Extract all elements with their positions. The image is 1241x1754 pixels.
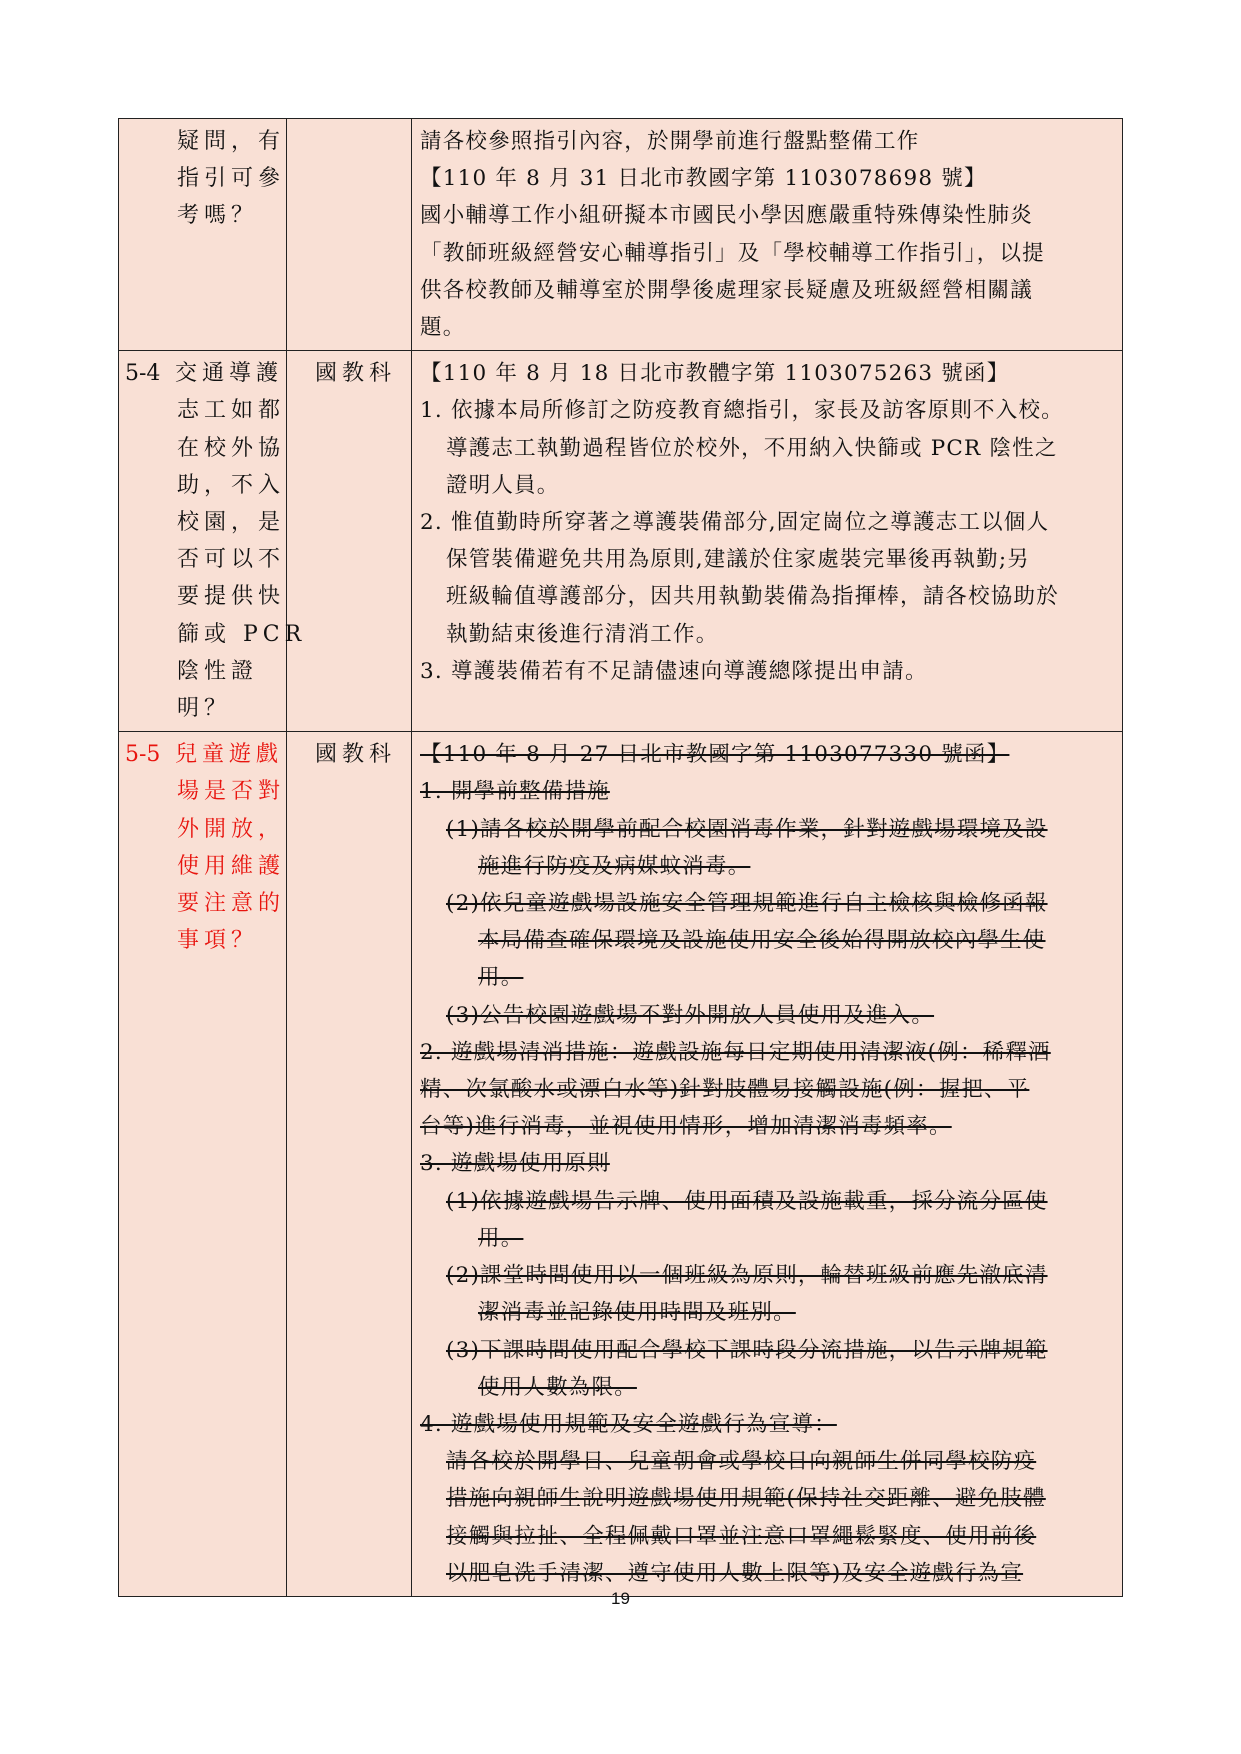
question-line: 使用維護 xyxy=(177,853,286,879)
department-cell xyxy=(287,119,412,351)
struck-answer-line: (3)公告校園遊戲場不對外開放人員使用及進入。 xyxy=(446,1002,935,1028)
answer-line: 1. 依據本局所修訂之防疫教育總指引，家長及訪客原則不入校。 xyxy=(420,398,1064,424)
department xyxy=(287,119,411,127)
question-line: 否可以不 xyxy=(177,547,286,573)
question-line: 在校外協 xyxy=(177,435,286,461)
struck-answer-line: 1. 開學前整備措施 xyxy=(420,779,610,805)
question-line: 校園，是 xyxy=(177,510,286,536)
answer-line: 供各校教師及輔導室於開學後處理家長疑慮及班級經營相關議 xyxy=(420,277,1033,303)
struck-answer-line: 請各校於開學日、兒童朝會或學校日向親師生併同學校防疫 xyxy=(446,1449,1037,1475)
question-number: 5-5 xyxy=(125,742,161,768)
answer-line: 2. 惟值勤時所穿著之導護裝備部分,固定崗位之導護志工以個人 xyxy=(420,510,1050,536)
struck-answer-line: 台等)進行消毒，並視使用情形，增加清潔消毒頻率。 xyxy=(420,1114,952,1140)
question-cell xyxy=(119,351,307,732)
struck-answer-line: (1)請各校於開學前配合校園消毒作業，針對遊戲場環境及設 xyxy=(446,816,1048,842)
struck-answer-line: (2)課堂時間使用以一個班級為原則，輪替班級前應先澈底清 xyxy=(446,1263,1048,1289)
struck-answer-line: 接觸與拉扯、全程佩戴口罩並注意口罩繩鬆緊度、使用前後 xyxy=(446,1523,1037,1549)
question-line: 要注意的 xyxy=(177,891,286,917)
question-line: 事項？ xyxy=(177,928,259,954)
struck-answer-line: 使用人數為限。 xyxy=(478,1374,637,1400)
department: 國教科 xyxy=(315,361,397,387)
question-line: 交通導護 xyxy=(175,361,284,387)
struck-answer-line: 用。 xyxy=(478,965,524,991)
question-line: 考嗎？ xyxy=(177,203,259,229)
struck-answer-line: 精、次氯酸水或漂白水等)針對肢體易接觸設施(例：握把、平 xyxy=(420,1077,1030,1103)
question-line: 疑問，有 xyxy=(177,129,286,154)
struck-answer-line: 2. 遊戲場清消措施：遊戲設施每日定期使用清潔液(例：稀釋酒 xyxy=(420,1039,1051,1065)
question-line: 明？ xyxy=(177,696,232,722)
question-line: 兒童遊戲 xyxy=(175,742,284,768)
question-cell xyxy=(119,119,287,351)
struck-answer-line: 3. 遊戲場使用原則 xyxy=(420,1151,610,1177)
question-line: 外開放， xyxy=(177,816,286,842)
question-line: 指引可參 xyxy=(177,166,286,192)
answer-cell xyxy=(412,119,1123,351)
faq-table xyxy=(118,118,1123,1597)
answer-line: 國小輔導工作小組研擬本市國民小學因應嚴重特殊傳染性肺炎 xyxy=(420,203,1033,229)
answer-cell xyxy=(412,351,1123,732)
answer-line: 【110 年 8 月 31 日北市教國字第 1103078698 號】 xyxy=(420,166,987,192)
answer-line: 請各校參照指引內容，於開學前進行盤點整備工作 xyxy=(420,129,920,154)
struck-answer-line: 措施向親師生說明遊戲場使用規範(保持社交距離、避免肢體 xyxy=(446,1486,1046,1512)
question-line: 助，不入 xyxy=(177,472,286,498)
question-line: 篩或 PCR xyxy=(177,621,307,647)
table-row xyxy=(119,351,1123,732)
department-cell xyxy=(287,732,412,1597)
page-number: 19 xyxy=(611,1589,630,1608)
table-row xyxy=(119,732,1123,1597)
question-cell xyxy=(119,732,287,1597)
answer-line: 3. 導護裝備若有不足請儘速向導護總隊提出申請。 xyxy=(420,658,928,684)
department-cell xyxy=(287,351,412,732)
struck-answer-line: 潔消毒並記錄使用時間及班別。 xyxy=(478,1300,796,1326)
question-line: 志工如都 xyxy=(177,398,286,424)
question-line: 要提供快 xyxy=(177,584,286,610)
struck-answer-line: (2)依兒童遊戲場設施安全管理規範進行自主檢核與檢修函報 xyxy=(446,891,1048,917)
answer-line: 導護志工執勤過程皆位於校外，不用納入快篩或 PCR 陰性之 xyxy=(446,435,1058,461)
department: 國教科 xyxy=(315,742,397,768)
struck-answer-line: 本局備查確保環境及設施使用安全後始得開放校內學生使 xyxy=(478,928,1046,954)
answer-cell xyxy=(412,732,1123,1597)
question-line: 陰性證 xyxy=(177,658,259,684)
struck-answer-line: 【110 年 8 月 27 日北市教國字第 1103077330 號函】 xyxy=(420,742,1010,768)
answer-line: 保管裝備避免共用為原則,建議於住家處裝完畢後再執勤;另 xyxy=(446,547,1030,573)
answer-line: 「教師班級經營安心輔導指引」及「學校輔導工作指引」，以提 xyxy=(420,240,1045,266)
struck-answer-line: (3)下課時間使用配合學校下課時段分流措施，以告示牌規範 xyxy=(446,1337,1048,1363)
answer-line: 證明人員。 xyxy=(446,472,560,498)
table-row xyxy=(119,119,1123,351)
struck-answer-line: (1)依據遊戲場告示牌、使用面積及設施載重，採分流分區使 xyxy=(446,1188,1048,1214)
struck-answer-line: 以肥皂洗手清潔、遵守使用人數上限等)及安全遊戲行為宣 xyxy=(446,1560,1024,1586)
answer-line: 班級輪值導護部分，因共用執勤裝備為指揮棒，請各校協助於 xyxy=(446,584,1059,610)
answer-line: 題。 xyxy=(420,315,466,341)
answer-line: 執勤結束後進行清消工作。 xyxy=(446,621,719,647)
question-line: 場是否對 xyxy=(177,779,286,805)
struck-answer-line: 用。 xyxy=(478,1225,524,1251)
answer-line: 【110 年 8 月 18 日北市教體字第 1103075263 號函】 xyxy=(420,361,1010,387)
struck-answer-line: 4. 遊戲場使用規範及安全遊戲行為宣導： xyxy=(420,1411,837,1437)
struck-answer-line: 施進行防疫及病媒蚊消毒。 xyxy=(478,853,751,879)
question-number: 5-4 xyxy=(125,361,161,387)
